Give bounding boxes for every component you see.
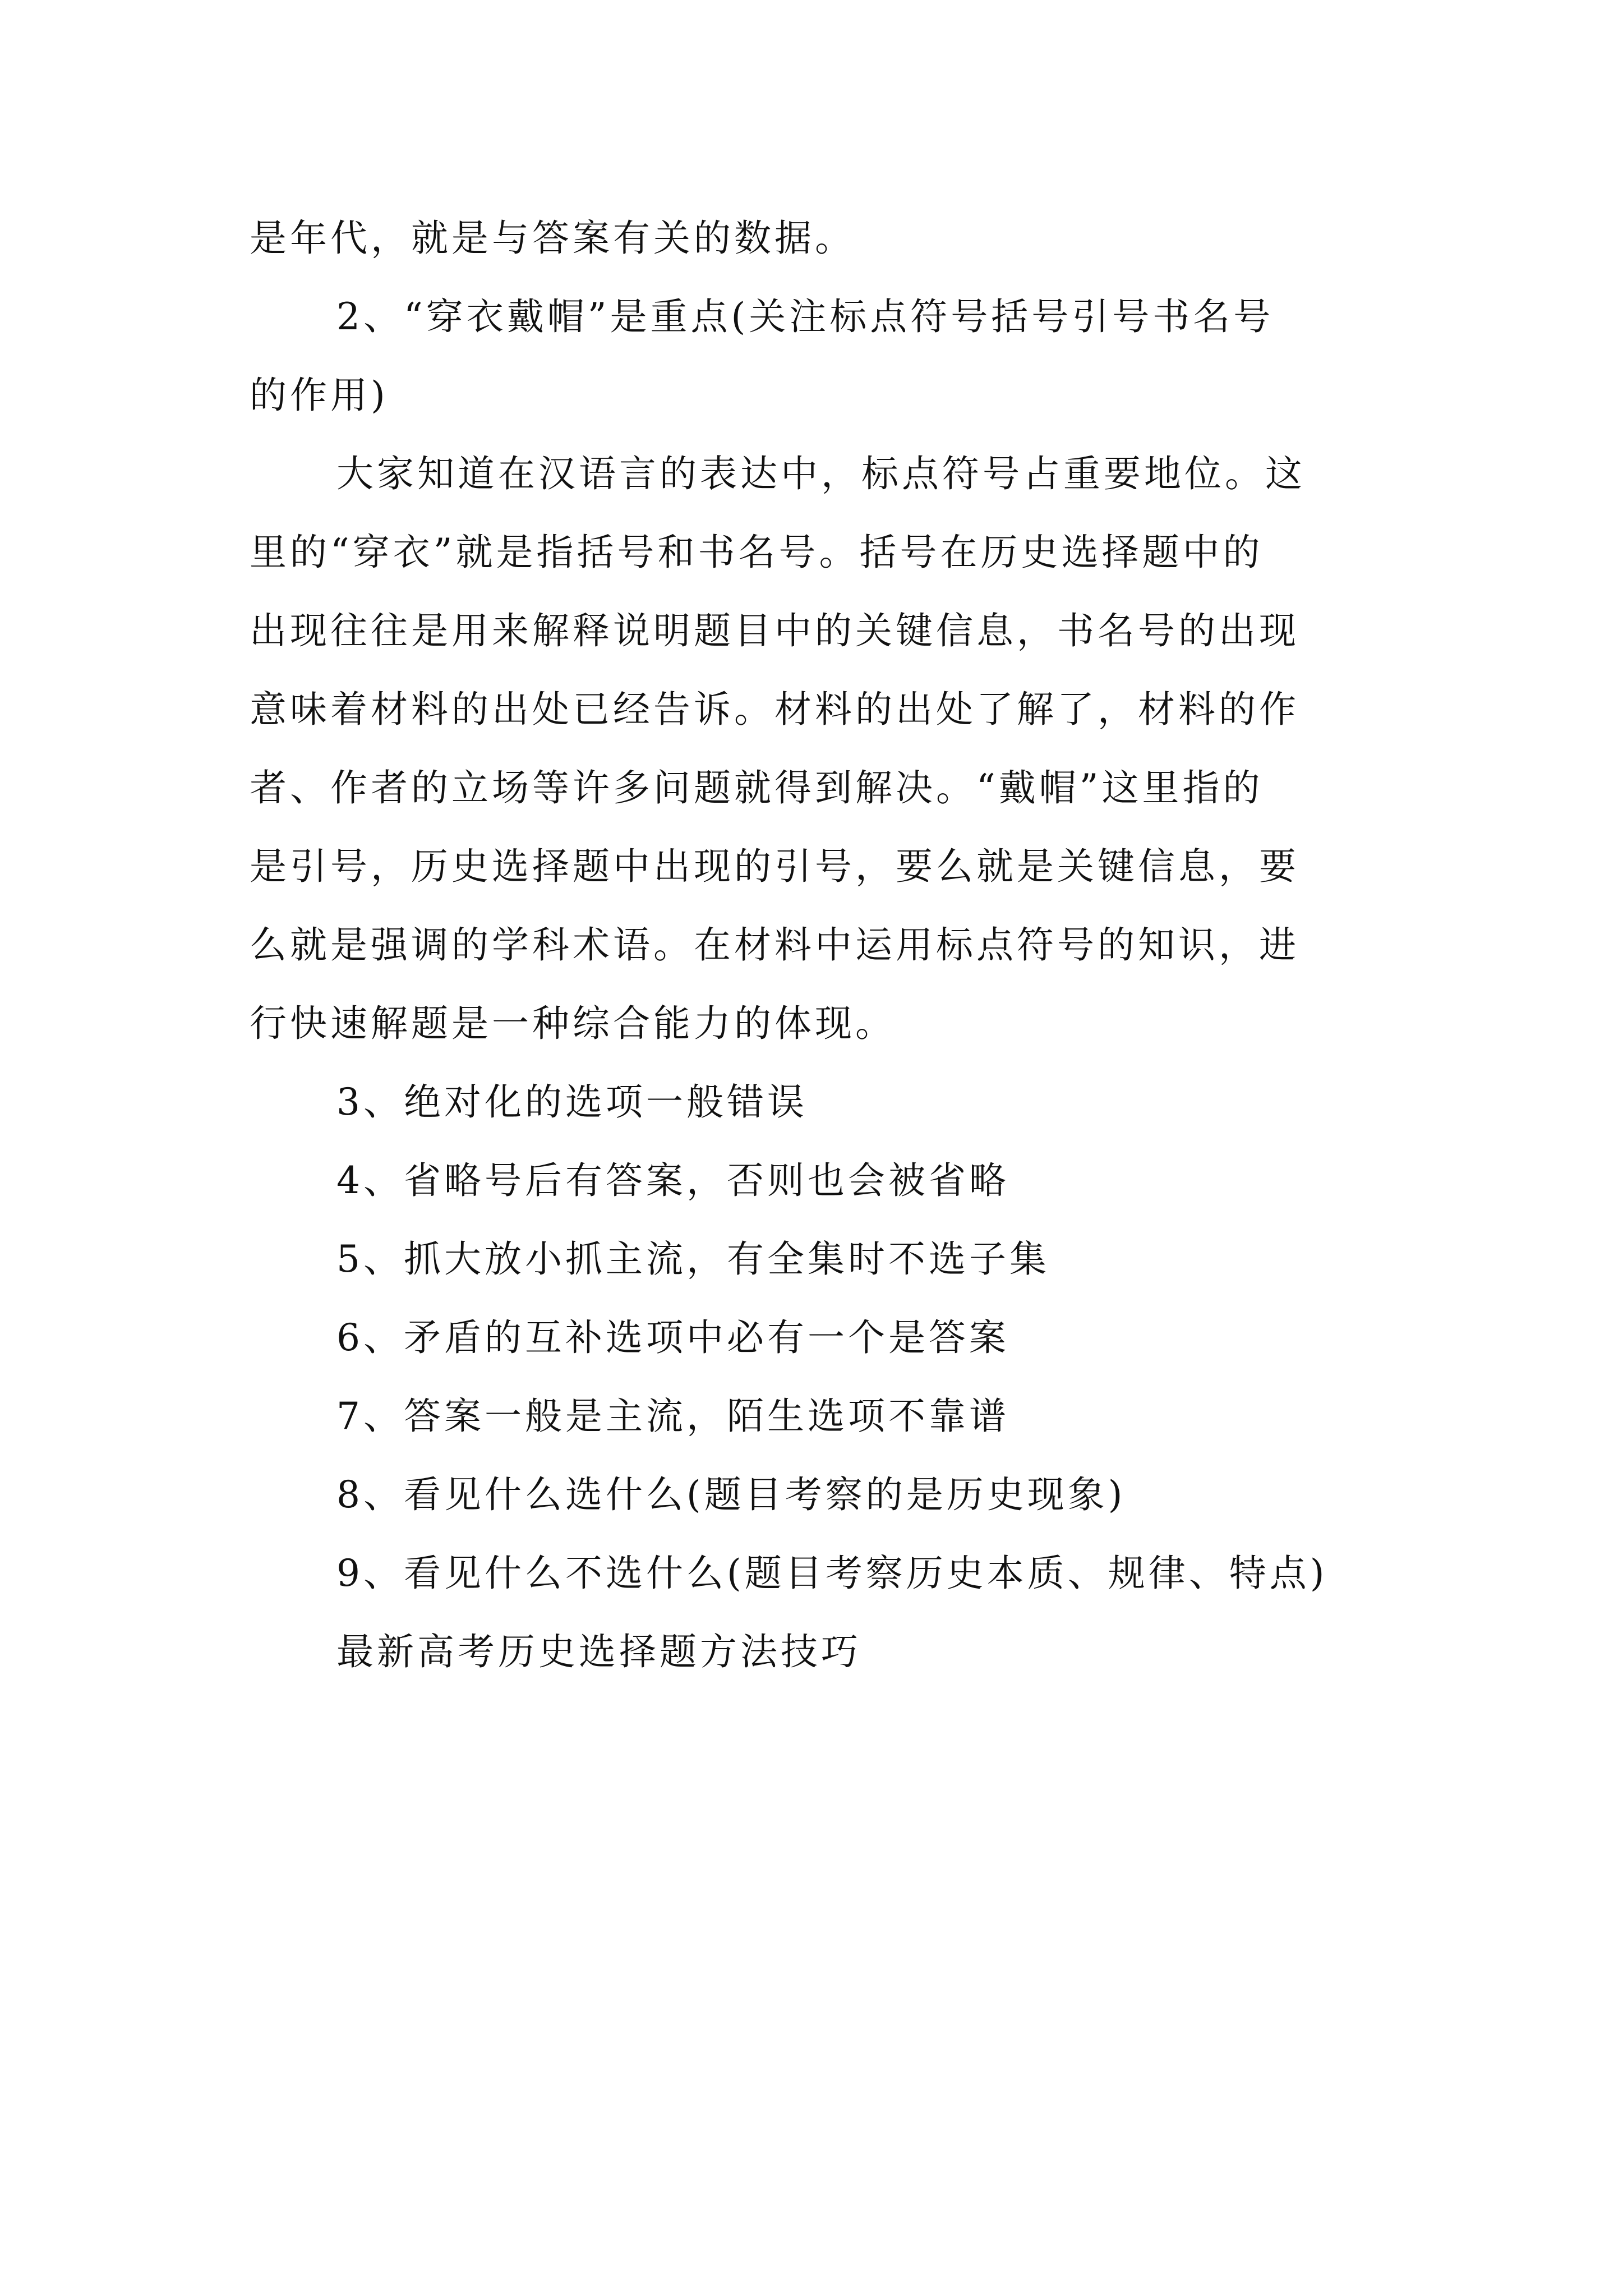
text-line: 里的“穿衣”就是指括号和书名号。括号在历史选择题中的 xyxy=(250,531,1264,574)
list-item: 7、答案一般是主流，陌生选项不靠谱 xyxy=(336,1395,1009,1438)
list-item: 4、省略号后有答案，否则也会被省略 xyxy=(336,1159,1009,1202)
text-line: 是年代，就是与答案有关的数据。 xyxy=(250,217,855,260)
closing-title: 最新高考历史选择题方法技巧 xyxy=(336,1630,861,1673)
text-line: 2、“穿衣戴帽”是重点(关注标点符号括号引号书名号 xyxy=(336,295,1274,338)
text-line: 么就是强调的学科术语。在材料中运用标点符号的知识，进 xyxy=(250,923,1299,967)
text-line: 者、作者的立场等许多问题就得到解决。“戴帽”这里指的 xyxy=(250,766,1264,809)
list-item: 3、绝对化的选项一般错误 xyxy=(336,1080,808,1124)
list-item: 8、看见什么选什么(题目考察的是历史现象) xyxy=(336,1473,1126,1516)
text-line: 的作用) xyxy=(250,374,389,417)
list-item: 6、矛盾的互补选项中必有一个是答案 xyxy=(336,1316,1009,1359)
text-line: 出现往往是用来解释说明题目中的关键信息，书名号的出现 xyxy=(250,609,1299,652)
text-line: 行快速解题是一种综合能力的体现。 xyxy=(250,1002,896,1045)
list-item: 5、抓大放小抓主流，有全集时不选子集 xyxy=(336,1237,1050,1281)
text-line: 大家知道在汉语言的表达中，标点符号占重要地位。这 xyxy=(336,452,1306,495)
text-line: 意味着材料的出处已经告诉。材料的出处了解了，材料的作 xyxy=(250,688,1299,731)
text-line: 是引号，历史选择题中出现的引号，要么就是关键信息，要 xyxy=(250,845,1299,888)
list-item: 9、看见什么不选什么(题目考察历史本质、规律、特点) xyxy=(336,1552,1328,1595)
